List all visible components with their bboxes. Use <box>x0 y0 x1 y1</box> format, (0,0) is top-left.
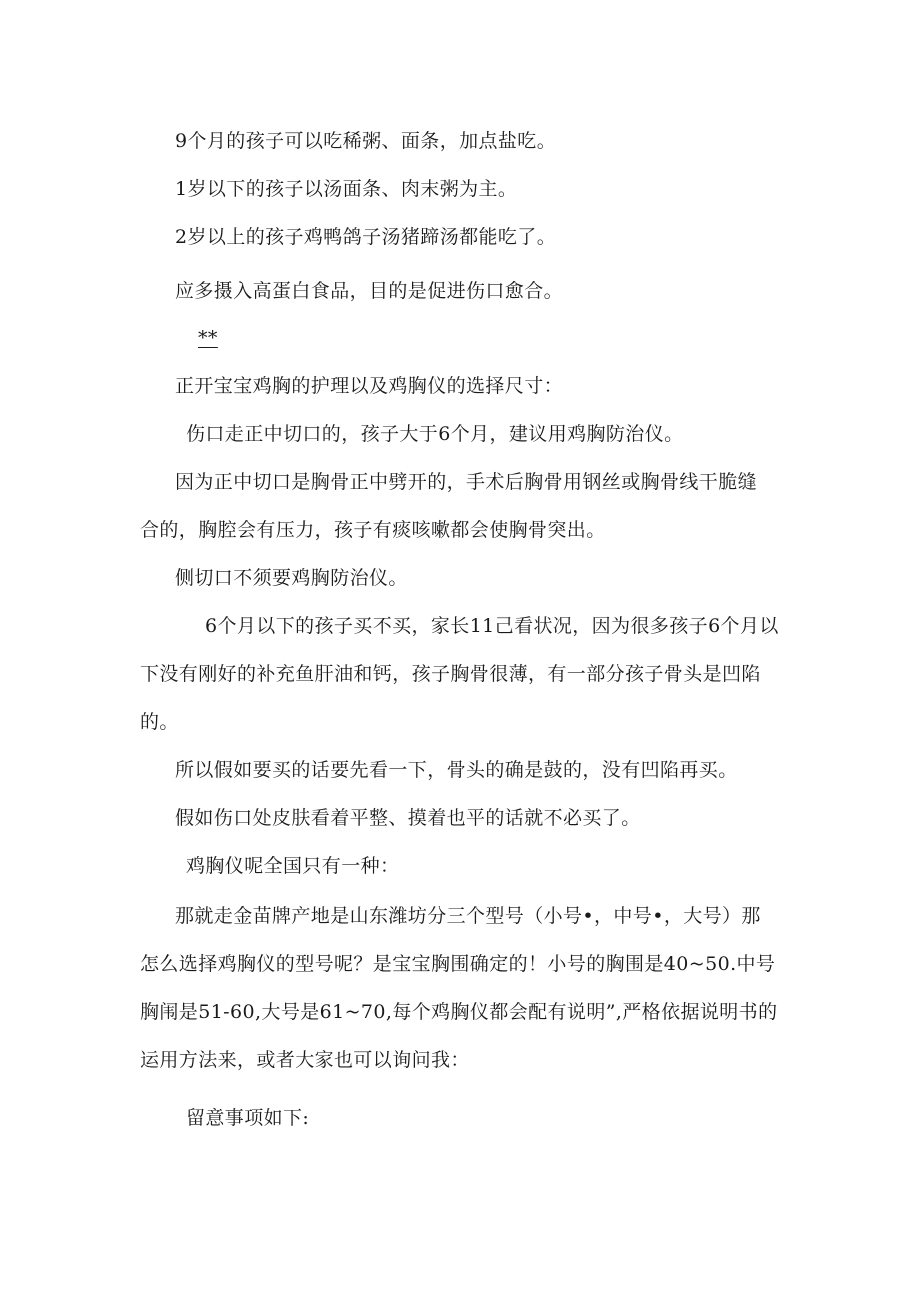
text-line-15: 假如伤口处皮肤看着平整、摸着也平的话就不必买了。 <box>175 807 641 829</box>
text-line-10: 侧切口不须要鸡胸防治仪。 <box>175 567 408 589</box>
text-line-17: 那就走金苗牌产地是山东潍坊分三个型号（小号•，中号•，大号）那 <box>175 905 761 927</box>
notes-heading: 留意事项如下: <box>186 1107 310 1129</box>
text-line-18: 怎么选择鸡胸仪的型号呢？是宝宝胸围确定的！小号的胸围是40~50.中号 <box>140 953 776 975</box>
text-line-1: 9个月的孩子可以吃稀粥、面条，加点盐吃。 <box>175 130 557 152</box>
text-line-20: 运用方法来，或者大家也可以询问我： <box>140 1049 470 1071</box>
section-heading: 正开宝宝鸡胸的护理以及鸡胸仪的选择尺寸： <box>175 375 564 397</box>
text-line-14: 所以假如要买的话要先看一下，骨头的确是鼓的，没有凹陷再买。 <box>175 759 738 781</box>
text-line-19: 胸闱是51-60,大号是61~70,每个鸡胸仪都会配有说明”,严格依据说明书的 <box>140 1001 778 1023</box>
text-line-4: 应多摄入高蛋白食品，目的是促进伤口愈合。 <box>175 280 564 302</box>
text-line-16: 鸡胸仪呢全国只有一种： <box>186 855 400 877</box>
text-line-7: 伤口走正中切口的，孩子大于6个月，建议用鸡胸防治仪。 <box>186 423 684 445</box>
section-separator: ** <box>198 327 218 349</box>
text-line-12: 下没有刚好的补充鱼肝油和钙，孩子胸骨很薄，有一部分孩子骨头是凹陷 <box>140 663 761 685</box>
text-line-9: 合的，胸腔会有压力，孩子有痰咳嗽都会使胸骨突出。 <box>140 519 606 541</box>
text-line-11: 6个月以下的孩子买不买，家长11己看状况，因为很多孩子6个月以 <box>205 615 779 637</box>
text-line-8: 因为正中切口是胸骨正中劈开的，手术后胸骨用钢丝或胸骨线干脆缝 <box>175 471 758 493</box>
text-line-3: 2岁以上的孩子鸡鸭鸽子汤猪蹄汤都能吃了。 <box>175 226 557 248</box>
text-line-2: 1岁以下的孩子以汤面条、肉末粥为主。 <box>175 178 518 200</box>
text-line-13: 的。 <box>140 711 179 733</box>
